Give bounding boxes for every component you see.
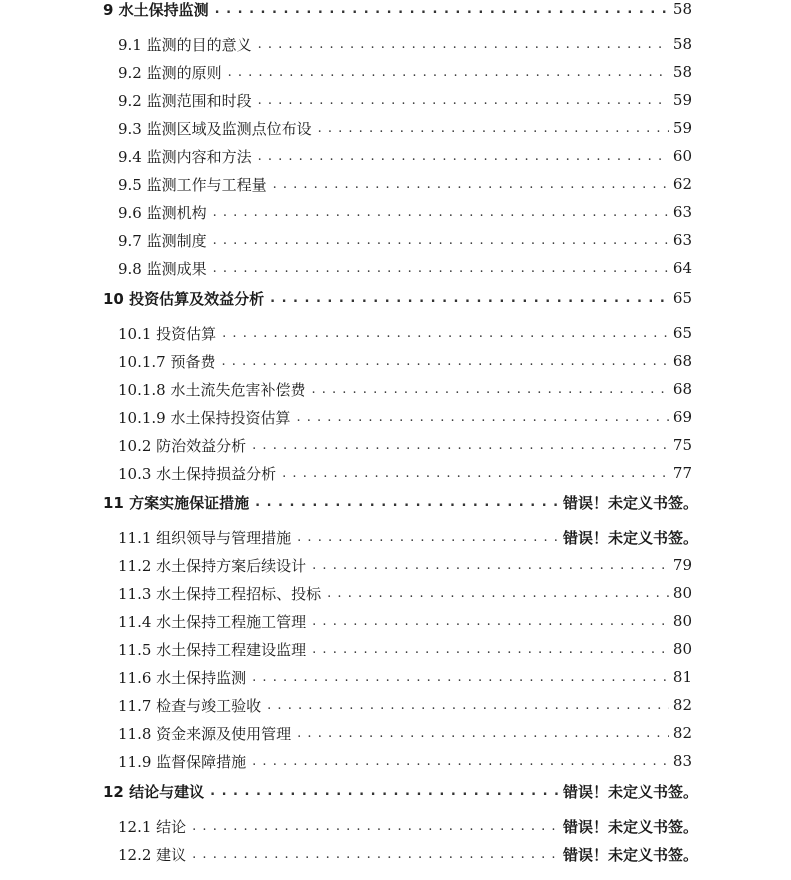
toc-entry-page: 80 (672, 584, 692, 602)
dot-leader (258, 37, 669, 52)
toc-entry-title: 9.3 监测区域及监测点位布设 (118, 119, 312, 138)
dot-leader (213, 205, 669, 220)
dot-leader (215, 2, 669, 17)
toc-entry-page: 58 (672, 35, 692, 53)
toc-entry-page: 82 (672, 724, 692, 742)
dot-leader (273, 177, 669, 192)
dot-leader (312, 558, 669, 573)
dot-leader (252, 754, 669, 769)
toc-entry-9-4[interactable] (0, 144, 791, 168)
dot-leader (192, 847, 559, 862)
toc-entry-title: 10 投资估算及效益分析 (103, 289, 265, 308)
toc-entry-page: 59 (672, 119, 692, 137)
toc-entry-page-error: 错误！未定义书签。 (562, 845, 698, 864)
dot-leader (221, 354, 668, 369)
toc-entry-title: 11.6 水土保持监测 (118, 668, 247, 687)
toc-entry-page: 64 (672, 259, 692, 277)
toc-entry-page: 69 (672, 408, 692, 426)
toc-entry-page: 63 (672, 231, 692, 249)
toc-entry-12-1[interactable] (0, 814, 791, 838)
toc-entry-page: 62 (672, 175, 692, 193)
toc-entry-title: 9.8 监测成果 (118, 259, 207, 278)
toc-entry-title: 10.1.7 预备费 (118, 352, 216, 371)
toc-entry-chapter-11[interactable] (0, 490, 791, 514)
toc-entry-page: 65 (672, 324, 692, 342)
toc-entry-title: 9 水土保持监测 (103, 0, 209, 19)
dot-leader (297, 530, 559, 545)
dot-leader (312, 614, 669, 629)
toc-entry-chapter-12[interactable] (0, 779, 791, 803)
toc-entry-page-error: 错误！未定义书签。 (562, 782, 698, 801)
dot-leader (255, 495, 559, 510)
toc-entry-page: 65 (672, 289, 692, 307)
dot-leader (311, 382, 668, 397)
toc-entry-page-error: 错误！未定义书签。 (562, 817, 698, 836)
toc-entry-9-7[interactable] (0, 228, 791, 252)
dot-leader (318, 121, 669, 136)
dot-leader (267, 698, 669, 713)
dot-leader (258, 149, 669, 164)
toc-entry-title: 9.6 监测机构 (118, 203, 207, 222)
dot-leader (252, 670, 669, 685)
toc-entry-10-1-7[interactable] (0, 349, 791, 373)
toc-entry-9-2a[interactable] (0, 60, 791, 84)
toc-entry-title: 9.2 监测范围和时段 (118, 91, 252, 110)
toc-entry-title: 11.5 水土保持工程建设监理 (118, 640, 307, 659)
toc-entry-11-2[interactable] (0, 553, 791, 577)
toc-entry-title: 12.1 结论 (118, 817, 187, 836)
toc-entry-10-2[interactable] (0, 433, 791, 457)
toc-entry-title: 10.1.9 水土保持投资估算 (118, 408, 291, 427)
dot-leader (296, 410, 668, 425)
toc-entry-11-7[interactable] (0, 693, 791, 717)
dot-leader (213, 261, 669, 276)
toc-entry-10-1-9[interactable] (0, 405, 791, 429)
toc-entry-page: 82 (672, 696, 692, 714)
dot-leader (252, 438, 669, 453)
toc-entry-title: 9.4 监测内容和方法 (118, 147, 252, 166)
toc-entry-10-1-8[interactable] (0, 377, 791, 401)
toc-entry-page: 59 (672, 91, 692, 109)
dot-leader (192, 819, 559, 834)
toc-entry-page: 77 (672, 464, 692, 482)
toc-entry-12-2[interactable] (0, 842, 791, 866)
toc-entry-11-6[interactable] (0, 665, 791, 689)
toc-entry-page: 83 (672, 752, 692, 770)
dot-leader (327, 586, 669, 601)
toc-entry-title: 9.5 监测工作与工程量 (118, 175, 267, 194)
toc-entry-title: 11.9 监督保障措施 (118, 752, 247, 771)
toc-entry-title: 12.2 建议 (118, 845, 187, 864)
toc-entry-11-9[interactable] (0, 749, 791, 773)
toc-entry-page: 58 (672, 63, 692, 81)
toc-entry-title: 11.7 检查与竣工验收 (118, 696, 262, 715)
toc-entry-title: 9.7 监测制度 (118, 231, 207, 250)
dot-leader (282, 466, 669, 481)
dot-leader (297, 726, 669, 741)
toc-entry-title: 11 方案实施保证措施 (103, 493, 250, 512)
toc-entry-chapter-9[interactable] (0, 0, 791, 21)
dot-leader (222, 326, 669, 341)
toc-entry-title: 9.1 监测的目的意义 (118, 35, 252, 54)
toc-entry-title: 9.2 监测的原则 (118, 63, 222, 82)
toc-entry-page-error: 错误！未定义书签。 (562, 493, 698, 512)
dot-leader (210, 784, 559, 799)
toc-entry-page: 60 (672, 147, 692, 165)
toc-entry-title: 11.1 组织领导与管理措施 (118, 528, 292, 547)
toc-entry-11-1[interactable] (0, 525, 791, 549)
toc-entry-11-8[interactable] (0, 721, 791, 745)
toc-entry-page: 63 (672, 203, 692, 221)
toc-entry-title: 10.1 投资估算 (118, 324, 217, 343)
toc-entry-9-3[interactable] (0, 116, 791, 140)
dot-leader (228, 65, 669, 80)
toc-entry-9-5[interactable] (0, 172, 791, 196)
toc-entry-title: 11.3 水土保持工程招标、投标 (118, 584, 322, 603)
dot-leader (312, 642, 669, 657)
toc-entry-page-error: 错误！未定义书签。 (562, 528, 698, 547)
toc-entry-page: 75 (672, 436, 692, 454)
toc-entry-title: 11.4 水土保持工程施工管理 (118, 612, 307, 631)
toc-entry-9-6[interactable] (0, 200, 791, 224)
toc-entry-11-5[interactable] (0, 637, 791, 661)
toc-entry-11-3[interactable] (0, 581, 791, 605)
toc-entry-title: 10.3 水土保持损益分析 (118, 464, 277, 483)
toc-entry-page: 79 (672, 556, 692, 574)
toc-entry-title: 10.1.8 水土流失危害补偿费 (118, 380, 306, 399)
toc-entry-page: 80 (672, 612, 692, 630)
toc-entry-page: 80 (672, 640, 692, 658)
toc-entry-10-1[interactable] (0, 321, 791, 345)
toc-entry-title: 11.8 资金来源及使用管理 (118, 724, 292, 743)
dot-leader (270, 291, 669, 306)
toc-entry-page: 81 (672, 668, 692, 686)
toc-entry-page: 68 (672, 380, 692, 398)
toc-entry-9-1[interactable] (0, 32, 791, 56)
toc-entry-10-3[interactable] (0, 461, 791, 485)
toc-entry-9-2b[interactable] (0, 88, 791, 112)
toc-entry-title: 10.2 防治效益分析 (118, 436, 247, 455)
toc-entry-11-4[interactable] (0, 609, 791, 633)
toc-entry-title: 11.2 水土保持方案后续设计 (118, 556, 307, 575)
toc-entry-title: 12 结论与建议 (103, 782, 205, 801)
dot-leader (258, 93, 669, 108)
toc-entry-9-8[interactable] (0, 256, 791, 280)
toc-entry-page: 58 (672, 0, 692, 18)
toc-entry-page: 68 (672, 352, 692, 370)
dot-leader (213, 233, 669, 248)
toc-entry-chapter-10[interactable] (0, 286, 791, 310)
